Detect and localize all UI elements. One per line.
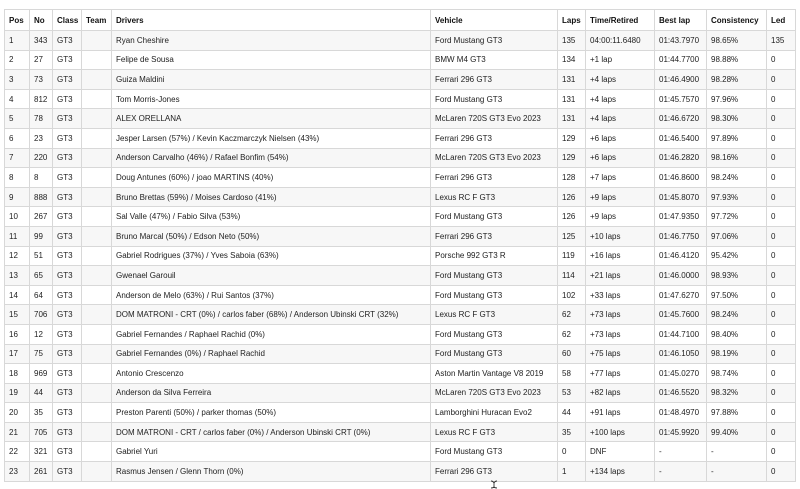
- cell-best-lap: -: [655, 442, 707, 462]
- cell-best-lap: 01:46.4900: [655, 70, 707, 90]
- cell-best-lap: 01:46.5520: [655, 383, 707, 403]
- cell-consistency: 98.28%: [707, 70, 767, 90]
- cell-laps: 128: [558, 168, 586, 188]
- cell-pos: 17: [5, 344, 30, 364]
- cell-consistency: 98.40%: [707, 324, 767, 344]
- cell-led: 0: [767, 128, 796, 148]
- cell-laps: 102: [558, 285, 586, 305]
- cell-vehicle: Ford Mustang GT3: [431, 324, 558, 344]
- cell-drivers: Rasmus Jensen / Glenn Thorn (0%): [112, 462, 431, 482]
- table-row: [5, 168, 796, 188]
- cell-laps: 126: [558, 207, 586, 227]
- cell-pos: 1: [5, 31, 30, 51]
- header-consistency[interactable]: Consistency: [707, 10, 767, 31]
- cell-laps: 60: [558, 344, 586, 364]
- cell-best-lap: 01:47.6270: [655, 285, 707, 305]
- cell-vehicle: Ford Mustang GT3: [431, 31, 558, 51]
- cell-consistency: 98.30%: [707, 109, 767, 129]
- table-row: [5, 422, 796, 442]
- table-row: [5, 324, 796, 344]
- cell-number: 321: [30, 442, 53, 462]
- cell-vehicle: McLaren 720S GT3 Evo 2023: [431, 383, 558, 403]
- cell-laps: 35: [558, 422, 586, 442]
- cell-number: 220: [30, 148, 53, 168]
- cell-drivers: Guiza Maldini: [112, 70, 431, 90]
- cell-team: [82, 50, 112, 70]
- cell-time-retired: +73 laps: [586, 324, 655, 344]
- cell-number: 261: [30, 462, 53, 482]
- cell-time-retired: +4 laps: [586, 109, 655, 129]
- cell-time-retired: +6 laps: [586, 128, 655, 148]
- cell-vehicle: Ford Mustang GT3: [431, 442, 558, 462]
- cell-vehicle: McLaren 720S GT3 Evo 2023: [431, 109, 558, 129]
- cell-best-lap: 01:45.8070: [655, 187, 707, 207]
- header-team[interactable]: Team: [82, 10, 112, 31]
- cell-drivers: Anderson da Silva Ferreira: [112, 383, 431, 403]
- cell-team: [82, 207, 112, 227]
- cell-pos: 15: [5, 305, 30, 325]
- header-led[interactable]: Led: [767, 10, 796, 31]
- cell-vehicle: Ferrari 296 GT3: [431, 226, 558, 246]
- cell-consistency: 98.88%: [707, 50, 767, 70]
- cell-consistency: 97.96%: [707, 89, 767, 109]
- cell-number: 35: [30, 403, 53, 423]
- cell-best-lap: 01:47.9350: [655, 207, 707, 227]
- cell-vehicle: Ferrari 296 GT3: [431, 70, 558, 90]
- cell-drivers: Felipe de Sousa: [112, 50, 431, 70]
- cell-drivers: Bruno Marcal (50%) / Edson Neto (50%): [112, 226, 431, 246]
- cell-number: 75: [30, 344, 53, 364]
- table-row: [5, 442, 796, 462]
- table-row: [5, 403, 796, 423]
- cell-time-retired: +82 laps: [586, 383, 655, 403]
- cell-number: 343: [30, 31, 53, 51]
- cell-number: 64: [30, 285, 53, 305]
- cell-pos: 2: [5, 50, 30, 70]
- cell-time-retired: +73 laps: [586, 305, 655, 325]
- cell-pos: 14: [5, 285, 30, 305]
- cell-number: 44: [30, 383, 53, 403]
- cell-vehicle: Lexus RC F GT3: [431, 422, 558, 442]
- cell-time-retired: +4 laps: [586, 89, 655, 109]
- cell-pos: 5: [5, 109, 30, 129]
- cell-team: [82, 462, 112, 482]
- cell-team: [82, 148, 112, 168]
- cell-time-retired: +21 laps: [586, 266, 655, 286]
- cell-pos: 3: [5, 70, 30, 90]
- table-row: [5, 148, 796, 168]
- cell-class: GT3: [53, 70, 82, 90]
- cell-vehicle: Ford Mustang GT3: [431, 285, 558, 305]
- text-cursor-icon: [490, 480, 498, 489]
- table-row: [5, 50, 796, 70]
- cell-vehicle: Aston Martin Vantage V8 2019: [431, 364, 558, 384]
- results-body: [5, 31, 796, 482]
- cell-drivers: Jesper Larsen (57%) / Kevin Kaczmarczyk Nielsen (43%): [112, 128, 431, 148]
- cell-best-lap: 01:46.5400: [655, 128, 707, 148]
- cell-team: [82, 246, 112, 266]
- cell-led: 0: [767, 89, 796, 109]
- cell-pos: 20: [5, 403, 30, 423]
- cell-consistency: 98.24%: [707, 305, 767, 325]
- cell-number: 27: [30, 50, 53, 70]
- table-row: [5, 128, 796, 148]
- cell-class: GT3: [53, 109, 82, 129]
- cell-best-lap: 01:45.7600: [655, 305, 707, 325]
- cell-drivers: DOM MATRONI - CRT / carlos faber (0%) / Anderson Ubinski CRT (0%): [112, 422, 431, 442]
- cell-time-retired: +134 laps: [586, 462, 655, 482]
- cell-class: GT3: [53, 128, 82, 148]
- cell-consistency: 98.24%: [707, 168, 767, 188]
- cell-led: 0: [767, 324, 796, 344]
- cell-laps: 126: [558, 187, 586, 207]
- cell-consistency: 98.32%: [707, 383, 767, 403]
- cell-class: GT3: [53, 324, 82, 344]
- cell-laps: 129: [558, 128, 586, 148]
- cell-drivers: Ryan Cheshire: [112, 31, 431, 51]
- cell-number: 23: [30, 128, 53, 148]
- cell-laps: 129: [558, 148, 586, 168]
- cell-led: 0: [767, 422, 796, 442]
- cell-pos: 23: [5, 462, 30, 482]
- cell-best-lap: 01:46.7750: [655, 226, 707, 246]
- table-row: [5, 109, 796, 129]
- cell-team: [82, 344, 112, 364]
- table-row: [5, 383, 796, 403]
- cell-pos: 13: [5, 266, 30, 286]
- cell-number: 706: [30, 305, 53, 325]
- cell-drivers: Doug Antunes (60%) / joao MARTINS (40%): [112, 168, 431, 188]
- cell-team: [82, 383, 112, 403]
- cell-laps: 119: [558, 246, 586, 266]
- cell-consistency: 99.40%: [707, 422, 767, 442]
- cell-drivers: Gabriel Fernandes / Raphael Rachid (0%): [112, 324, 431, 344]
- cell-led: 0: [767, 70, 796, 90]
- cell-class: GT3: [53, 50, 82, 70]
- cell-laps: 135: [558, 31, 586, 51]
- cell-consistency: -: [707, 442, 767, 462]
- cell-pos: 18: [5, 364, 30, 384]
- cell-team: [82, 109, 112, 129]
- cell-pos: 16: [5, 324, 30, 344]
- cell-consistency: 97.72%: [707, 207, 767, 227]
- cell-team: [82, 442, 112, 462]
- cell-time-retired: +1 lap: [586, 50, 655, 70]
- cell-time-retired: +16 laps: [586, 246, 655, 266]
- cell-best-lap: 01:46.0000: [655, 266, 707, 286]
- cell-number: 65: [30, 266, 53, 286]
- cell-best-lap: 01:45.9920: [655, 422, 707, 442]
- cell-laps: 114: [558, 266, 586, 286]
- cell-best-lap: 01:48.4970: [655, 403, 707, 423]
- cell-pos: 22: [5, 442, 30, 462]
- cell-class: GT3: [53, 187, 82, 207]
- cell-class: GT3: [53, 226, 82, 246]
- table-row: [5, 89, 796, 109]
- cell-class: GT3: [53, 207, 82, 227]
- cell-time-retired: +6 laps: [586, 148, 655, 168]
- cell-best-lap: 01:46.2820: [655, 148, 707, 168]
- cell-pos: 19: [5, 383, 30, 403]
- header-no[interactable]: No: [30, 10, 53, 31]
- cell-vehicle: McLaren 720S GT3 Evo 2023: [431, 148, 558, 168]
- cell-best-lap: 01:45.0270: [655, 364, 707, 384]
- cell-laps: 44: [558, 403, 586, 423]
- cell-class: GT3: [53, 383, 82, 403]
- cell-led: 0: [767, 383, 796, 403]
- cell-drivers: Antonio Crescenzo: [112, 364, 431, 384]
- cell-vehicle: Ford Mustang GT3: [431, 89, 558, 109]
- cell-time-retired: +33 laps: [586, 285, 655, 305]
- table-row: [5, 187, 796, 207]
- cell-laps: 131: [558, 70, 586, 90]
- cell-time-retired: +100 laps: [586, 422, 655, 442]
- cell-time-retired: +10 laps: [586, 226, 655, 246]
- results-table-container: [4, 9, 795, 482]
- cell-number: 99: [30, 226, 53, 246]
- cell-team: [82, 422, 112, 442]
- cell-team: [82, 128, 112, 148]
- cell-led: 0: [767, 226, 796, 246]
- cell-laps: 125: [558, 226, 586, 246]
- cell-led: 0: [767, 168, 796, 188]
- cell-vehicle: Ferrari 296 GT3: [431, 128, 558, 148]
- cell-time-retired: +9 laps: [586, 187, 655, 207]
- cell-vehicle: Ford Mustang GT3: [431, 207, 558, 227]
- cell-best-lap: 01:46.4120: [655, 246, 707, 266]
- cell-number: 51: [30, 246, 53, 266]
- cell-number: 267: [30, 207, 53, 227]
- header-best-lap[interactable]: Best lap: [655, 10, 707, 31]
- cell-drivers: DOM MATRONI - CRT (0%) / carlos faber (68%) / Anderson Ubinski CRT (32%): [112, 305, 431, 325]
- cell-number: 73: [30, 70, 53, 90]
- cell-number: 12: [30, 324, 53, 344]
- cell-vehicle: Ford Mustang GT3: [431, 266, 558, 286]
- cell-pos: 10: [5, 207, 30, 227]
- cell-pos: 7: [5, 148, 30, 168]
- cell-team: [82, 187, 112, 207]
- table-row: [5, 344, 796, 364]
- cell-time-retired: 04:00:11.6480: [586, 31, 655, 51]
- cell-team: [82, 31, 112, 51]
- cell-class: GT3: [53, 344, 82, 364]
- cell-team: [82, 89, 112, 109]
- cell-best-lap: 01:46.1050: [655, 344, 707, 364]
- cell-number: 969: [30, 364, 53, 384]
- cell-time-retired: +4 laps: [586, 70, 655, 90]
- cell-led: 0: [767, 148, 796, 168]
- cell-led: 0: [767, 109, 796, 129]
- cell-laps: 53: [558, 383, 586, 403]
- table-row: [5, 207, 796, 227]
- table-row: [5, 285, 796, 305]
- cell-vehicle: Lamborghini Huracan Evo2: [431, 403, 558, 423]
- cell-drivers: Gabriel Rodrigues (37%) / Yves Saboia (63%): [112, 246, 431, 266]
- cell-led: 0: [767, 285, 796, 305]
- header-vehicle[interactable]: Vehicle: [431, 10, 558, 31]
- cell-pos: 4: [5, 89, 30, 109]
- cell-drivers: Preston Parenti (50%) / parker thomas (50%): [112, 403, 431, 423]
- header-drivers[interactable]: Drivers: [112, 10, 431, 31]
- cell-led: 0: [767, 442, 796, 462]
- cell-drivers: Gwenael Garouil: [112, 266, 431, 286]
- cell-best-lap: -: [655, 462, 707, 482]
- cell-drivers: Anderson Carvalho (46%) / Rafael Bonfim (54%): [112, 148, 431, 168]
- cell-pos: 6: [5, 128, 30, 148]
- cell-laps: 58: [558, 364, 586, 384]
- cell-consistency: 98.16%: [707, 148, 767, 168]
- cell-led: 0: [767, 403, 796, 423]
- cell-consistency: -: [707, 462, 767, 482]
- cell-class: GT3: [53, 285, 82, 305]
- cell-time-retired: +9 laps: [586, 207, 655, 227]
- cell-vehicle: Ferrari 296 GT3: [431, 462, 558, 482]
- cell-class: GT3: [53, 148, 82, 168]
- cell-consistency: 97.06%: [707, 226, 767, 246]
- cell-number: 812: [30, 89, 53, 109]
- cell-drivers: Anderson de Melo (63%) / Rui Santos (37%): [112, 285, 431, 305]
- cell-vehicle: Ferrari 296 GT3: [431, 168, 558, 188]
- table-row: [5, 31, 796, 51]
- cell-class: GT3: [53, 305, 82, 325]
- cell-number: 705: [30, 422, 53, 442]
- cell-class: GT3: [53, 168, 82, 188]
- table-header-row: [5, 10, 796, 31]
- cell-led: 0: [767, 50, 796, 70]
- table-row: [5, 364, 796, 384]
- cell-team: [82, 70, 112, 90]
- cell-number: 78: [30, 109, 53, 129]
- cell-drivers: Gabriel Yuri: [112, 442, 431, 462]
- cell-vehicle: Lexus RC F GT3: [431, 187, 558, 207]
- cell-laps: 131: [558, 109, 586, 129]
- cell-class: GT3: [53, 403, 82, 423]
- cell-team: [82, 168, 112, 188]
- cell-team: [82, 266, 112, 286]
- cell-best-lap: 01:46.8600: [655, 168, 707, 188]
- cell-pos: 9: [5, 187, 30, 207]
- cell-led: 0: [767, 364, 796, 384]
- cell-class: GT3: [53, 246, 82, 266]
- cell-team: [82, 226, 112, 246]
- cell-led: 0: [767, 207, 796, 227]
- cell-class: GT3: [53, 462, 82, 482]
- cell-laps: 1: [558, 462, 586, 482]
- cell-team: [82, 285, 112, 305]
- header-pos[interactable]: Pos: [5, 10, 30, 31]
- header-laps[interactable]: Laps: [558, 10, 586, 31]
- table-row: [5, 246, 796, 266]
- cell-pos: 11: [5, 226, 30, 246]
- cell-drivers: Sal Valle (47%) / Fabio Silva (53%): [112, 207, 431, 227]
- cell-class: GT3: [53, 31, 82, 51]
- cell-class: GT3: [53, 422, 82, 442]
- cell-best-lap: 01:43.7970: [655, 31, 707, 51]
- cell-led: 0: [767, 305, 796, 325]
- cell-consistency: 97.89%: [707, 128, 767, 148]
- header-class[interactable]: Class: [53, 10, 82, 31]
- cell-led: 0: [767, 462, 796, 482]
- cell-team: [82, 364, 112, 384]
- cell-led: 0: [767, 246, 796, 266]
- cell-consistency: 97.88%: [707, 403, 767, 423]
- cell-time-retired: +77 laps: [586, 364, 655, 384]
- cell-consistency: 95.42%: [707, 246, 767, 266]
- cell-best-lap: 01:46.6720: [655, 109, 707, 129]
- table-row: [5, 305, 796, 325]
- cell-led: 0: [767, 187, 796, 207]
- cell-laps: 62: [558, 324, 586, 344]
- cell-laps: 62: [558, 305, 586, 325]
- cell-number: 8: [30, 168, 53, 188]
- cell-drivers: ALEX ORELLANA: [112, 109, 431, 129]
- cell-vehicle: BMW M4 GT3: [431, 50, 558, 70]
- cell-best-lap: 01:45.7570: [655, 89, 707, 109]
- cell-consistency: 98.74%: [707, 364, 767, 384]
- cell-laps: 134: [558, 50, 586, 70]
- cell-led: 0: [767, 344, 796, 364]
- cell-vehicle: Porsche 992 GT3 R: [431, 246, 558, 266]
- table-row: [5, 70, 796, 90]
- cell-vehicle: Lexus RC F GT3: [431, 305, 558, 325]
- cell-pos: 8: [5, 168, 30, 188]
- cell-consistency: 98.65%: [707, 31, 767, 51]
- table-row: [5, 266, 796, 286]
- cell-consistency: 98.93%: [707, 266, 767, 286]
- cell-best-lap: 01:44.7100: [655, 324, 707, 344]
- cell-class: GT3: [53, 442, 82, 462]
- cell-consistency: 97.50%: [707, 285, 767, 305]
- cell-pos: 21: [5, 422, 30, 442]
- table-row: [5, 462, 796, 482]
- cell-drivers: Bruno Brettas (59%) / Moises Cardoso (41%): [112, 187, 431, 207]
- cell-class: GT3: [53, 89, 82, 109]
- cell-drivers: Tom Morris-Jones: [112, 89, 431, 109]
- cell-drivers: Gabriel Fernandes (0%) / Raphael Rachid: [112, 344, 431, 364]
- cell-laps: 0: [558, 442, 586, 462]
- cell-team: [82, 403, 112, 423]
- cell-team: [82, 305, 112, 325]
- cell-class: GT3: [53, 364, 82, 384]
- cell-time-retired: DNF: [586, 442, 655, 462]
- cell-consistency: 98.19%: [707, 344, 767, 364]
- race-results-table: [4, 9, 796, 482]
- table-row: [5, 226, 796, 246]
- cell-best-lap: 01:44.7700: [655, 50, 707, 70]
- cell-time-retired: +91 laps: [586, 403, 655, 423]
- cell-team: [82, 324, 112, 344]
- header-time-retired[interactable]: Time/Retired: [586, 10, 655, 31]
- cell-pos: 12: [5, 246, 30, 266]
- cell-led: 0: [767, 266, 796, 286]
- cell-number: 888: [30, 187, 53, 207]
- cell-class: GT3: [53, 266, 82, 286]
- cell-vehicle: Ford Mustang GT3: [431, 344, 558, 364]
- cell-led: 135: [767, 31, 796, 51]
- cell-time-retired: +75 laps: [586, 344, 655, 364]
- cell-laps: 131: [558, 89, 586, 109]
- cell-consistency: 97.93%: [707, 187, 767, 207]
- cell-time-retired: +7 laps: [586, 168, 655, 188]
